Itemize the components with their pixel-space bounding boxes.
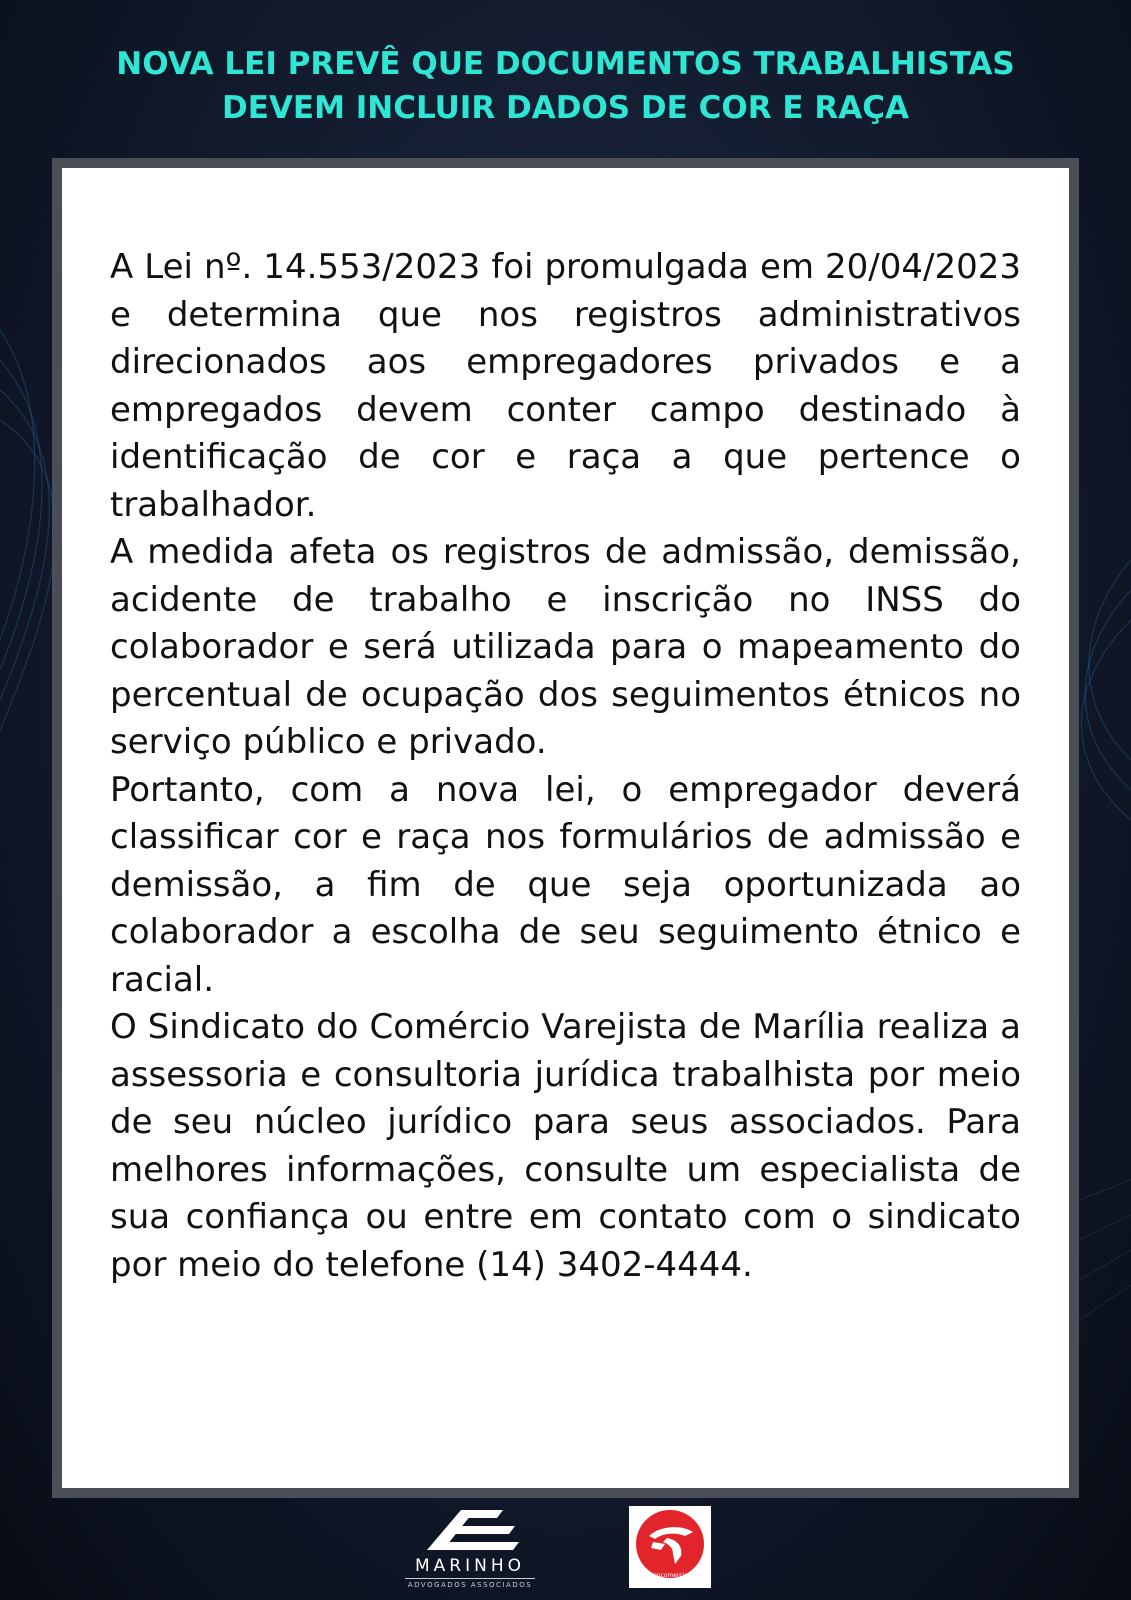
marinho-logo — [405, 1506, 535, 1596]
headline-line-2: DEVEM INCLUIR DADOS DE COR E RAÇA — [222, 90, 909, 126]
marinho-mark-icon — [415, 1506, 525, 1554]
footer-logos — [0, 1506, 1131, 1596]
marinho-name: MARINHO — [414, 1556, 525, 1576]
headline — [30, 42, 1101, 130]
content-card-inner — [62, 168, 1069, 1488]
paragraph-contact: O Sindicato do Comércio Varejista de Marília realiza a assessoria e consultoria jurídica trabalhista por meio de seu núcleo jurídico para seus associados. Para melhores informações, consulte um especialista de sua confiança ou entre em contato com o sindicato por meio do telefone (14) 3402-4444. — [110, 1007, 1021, 1285]
sincomercio-caption-line-2: marília — [659, 1579, 681, 1586]
sincomercio-caption — [629, 1572, 711, 1586]
sincomercio-caption-line-1: sincomercio — [651, 1572, 689, 1579]
marinho-subtitle: ADVOGADOS ASSOCIADOS — [405, 1578, 535, 1589]
content-card — [52, 158, 1079, 1498]
sincomercio-logo — [629, 1506, 711, 1588]
paragraph-employer-duty: Portanto, com a nova lei, o empregador deverá classificar cor e raça nos formulários de admissão e demissão, a fim de que seja oportunizada ao colaborador a escolha de seu seguimento étnico e racial. — [110, 769, 1021, 1000]
headline-line-1: NOVA LEI PREVÊ QUE DOCUMENTOS TRABALHISTAS — [116, 46, 1015, 82]
body-text — [110, 244, 1021, 1289]
paragraph-law: A Lei nº. 14.553/2023 foi promulgada em 20/04/2023 e determina que nos registros administrativos direcionados aos empregadores privados e a empregados devem conter campo destinado à identificação de cor e raça a que pertence o trabalhador. — [110, 247, 1021, 525]
paragraph-scope: A medida afeta os registros de admissão, demissão, acidente de trabalho e inscrição no INSS do colaborador e será utilizada para o mapeamento do percentual de ocupação dos seguimentos étnicos no serviço público e privado. — [110, 532, 1021, 762]
